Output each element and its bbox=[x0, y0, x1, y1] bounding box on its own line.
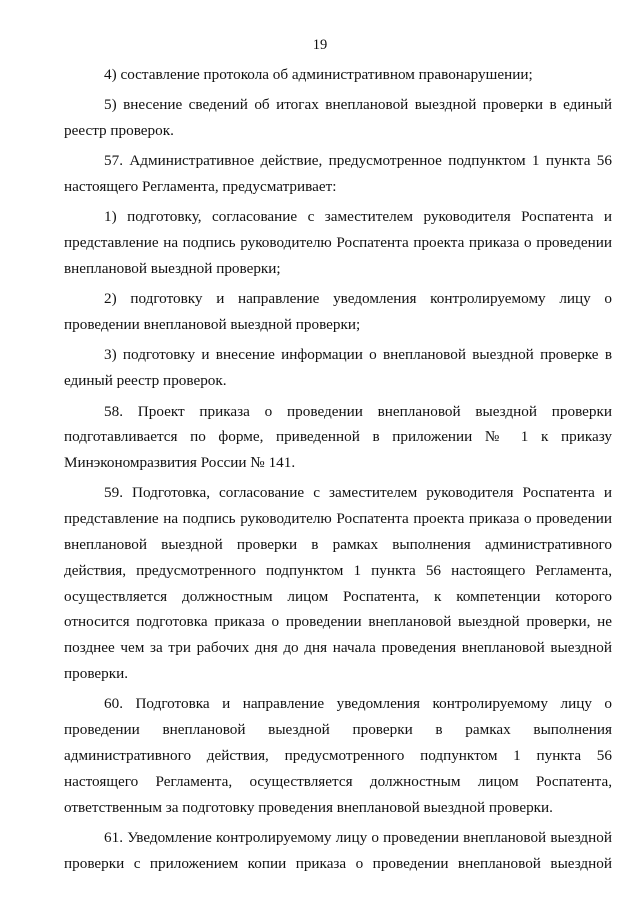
paragraph-57: 57. Административное действие, предусмотренное подпунктом 1 пункта 56 настоящего Регламента, предусматривает: bbox=[64, 152, 612, 196]
paragraph-item-5: 5) внесение сведений об итогах внеплановой выездной проверки в единый реестр проверок. bbox=[64, 96, 612, 140]
document-body bbox=[64, 62, 612, 881]
paragraph-58: 58. Проект приказа о проведении внеплановой выездной проверки подготавливается по форме, приведенной в приложении № 1 к приказу Минэкономразвития России № 141. bbox=[64, 402, 612, 472]
paragraph-item-4: 4) составление протокола об административном правонарушении; bbox=[104, 66, 533, 83]
paragraph-61: 61. Уведомление контролируемому лицу о проведении внеплановой выездной проверки с приложением копии приказа о проведении внеплановой выездной bbox=[64, 828, 612, 872]
page-number: 19 bbox=[312, 37, 328, 53]
paragraph-57-item-1: 1) подготовку, согласование с заместителем руководителя Роспатента и представление на подпись руководителю Роспатента проекта приказа о проведении внеплановой выездной проверки; bbox=[64, 208, 612, 278]
paragraph-60: 60. Подготовка и направление уведомления контролируемому лицу о проведении внеплановой выездной проверки в рамках выполнения административного действия, предусмотренного подпунктом 1 пункта 56 настоящего Регламента, осуществляется должностным лицом Роспатента, ответственным за подготовку проведения внеплановой выездной проверки. bbox=[64, 695, 612, 816]
paragraph-59: 59. Подготовка, согласование с заместителем руководителя Роспатента и представление на подпись руководителю Роспатента проекта приказа о проведении внеплановой выездной проверки в рамках выполнения административного действия, предусмотренного подпунктом 1 пункта 56 настоящего Регламента, осуществляется должностным лицом Роспатента, к компетенции которого относится подготовка приказа о проведении внеплановой выездной проверки, не позднее чем за три рабочих дня до дня начала проведения внеплановой выездной проверки. bbox=[64, 484, 612, 683]
paragraph-57-item-3: 3) подготовку и внесение информации о внеплановой выездной проверке в единый реестр проверок. bbox=[64, 346, 612, 390]
paragraph-57-item-2: 2) подготовку и направление уведомления контролируемому лицу о проведении внеплановой выездной проверки; bbox=[64, 290, 612, 334]
